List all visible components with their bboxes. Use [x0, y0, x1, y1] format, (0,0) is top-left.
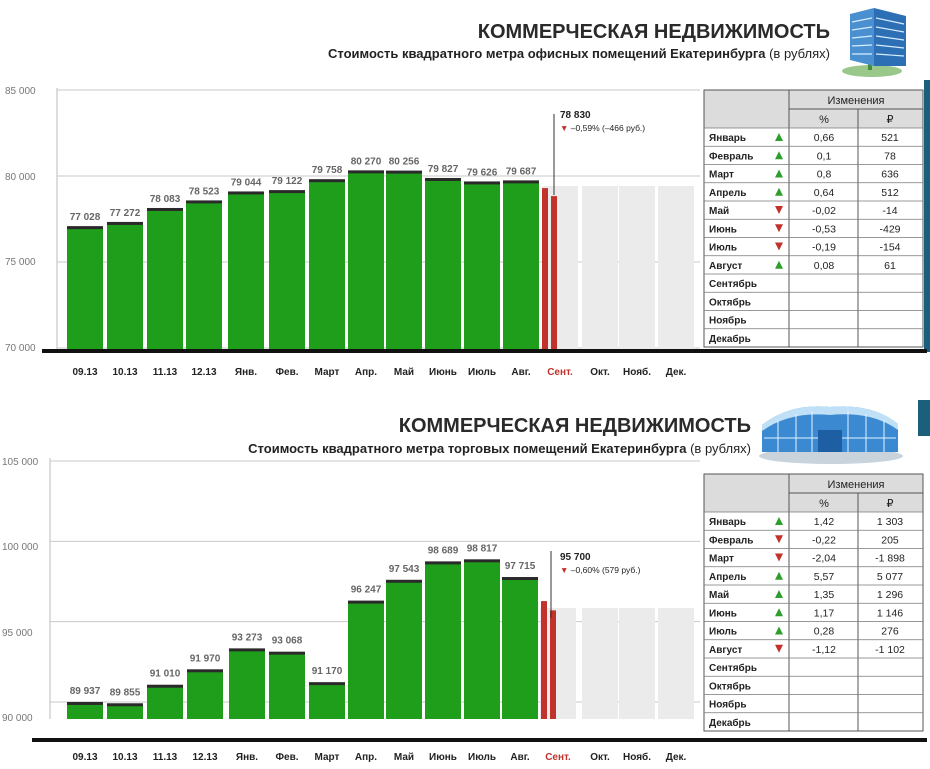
bar-cap [269, 190, 305, 193]
bar [309, 180, 345, 349]
bar-value-label: 98 817 [466, 543, 498, 555]
bar-value-label: 79 626 [466, 167, 498, 179]
callout-value: 78 830 [560, 110, 591, 121]
table-pct: 0,64 [813, 186, 835, 199]
bar-cap [386, 171, 422, 174]
x-tick-label: Июль [468, 752, 496, 763]
table-pct: 0,1 [816, 150, 832, 163]
table-month: Ноябрь [709, 699, 747, 711]
bar [147, 686, 183, 719]
bar-cap [386, 580, 422, 583]
bar-value-label: 79 758 [311, 165, 343, 177]
subtitle-unit: (в рублях) [690, 441, 751, 456]
empty-bar [619, 186, 655, 349]
bar [464, 182, 500, 349]
bar-cap [348, 601, 384, 604]
bar-cap [67, 226, 103, 229]
table-month: Апрель [709, 571, 747, 583]
column-header-rub: ₽ [886, 498, 894, 510]
accent-strip [924, 80, 930, 352]
bar [186, 201, 222, 349]
table-rub: -14 [882, 205, 898, 217]
panel-heading: КОММЕРЧЕСКАЯ НЕДВИЖИМОСТЬ [477, 21, 830, 43]
bar-cap [502, 577, 538, 580]
accent-strip [918, 400, 930, 436]
bar-value-label: 91 010 [149, 668, 181, 680]
table-month: Сентябрь [709, 663, 757, 674]
table-month: Июнь [709, 224, 737, 236]
x-tick-label: Дек. [665, 367, 687, 378]
bar-cap [187, 669, 223, 672]
bar-previous-current-month [542, 188, 548, 349]
bar [386, 172, 422, 349]
changes-table [704, 90, 923, 347]
y-tick-labels [2, 457, 39, 724]
bar-value-label: 79 827 [427, 163, 459, 175]
table-rub: 5 077 [876, 570, 904, 583]
table-month: Декабрь [709, 333, 751, 345]
table-row [709, 278, 757, 290]
bar-value-label: 89 855 [109, 687, 141, 699]
x-tick-label: 11.13 [152, 752, 178, 763]
bar-value-label: 89 937 [69, 685, 101, 697]
table-pct: 0,8 [816, 168, 832, 181]
bar-value-label: 79 044 [230, 177, 262, 189]
table-header: Изменения [827, 479, 885, 491]
bar-cap [464, 559, 500, 562]
table-rub: 78 [884, 150, 896, 163]
x-tick-label: Нояб. [623, 752, 651, 763]
x-tick-label: Нояб. [623, 367, 651, 378]
table-month: Июль [709, 626, 737, 638]
bar [229, 649, 265, 719]
bar-cap [425, 178, 461, 181]
x-tick-label: Авг. [511, 367, 531, 378]
table-pct: 1,35 [813, 589, 835, 601]
panel-subtitle [248, 441, 751, 456]
bar-cap [107, 222, 143, 225]
bar-value-label: 91 170 [311, 666, 343, 678]
table-rub: -154 [879, 241, 901, 254]
table-row [709, 296, 751, 308]
table-rub: 512 [881, 186, 899, 199]
table-rub: 1 303 [876, 516, 904, 528]
table-pct: -0,53 [812, 223, 836, 236]
y-tick-label: 85 000 [5, 86, 36, 97]
table-pct: -1,12 [812, 643, 836, 656]
bar [107, 704, 143, 719]
bar-cap [186, 200, 222, 203]
bar-cap [464, 181, 500, 184]
table-header: Изменения [827, 95, 885, 107]
x-axis-baseline [32, 738, 927, 742]
bar [228, 192, 264, 349]
x-tick-label-current: Сент. [545, 752, 571, 763]
y-tick-label: 105 000 [2, 457, 39, 468]
bar [187, 670, 223, 719]
empty-bar [619, 608, 655, 719]
table-rub: 636 [881, 168, 899, 181]
table-row [709, 315, 746, 327]
x-tick-label: Янв. [235, 752, 259, 763]
bar-cap [147, 685, 183, 688]
table-month: Февраль [709, 151, 754, 163]
table-month: Январь [709, 133, 747, 144]
callout-change [560, 123, 645, 133]
bar-value-label: 77 272 [109, 207, 141, 219]
bar [269, 653, 305, 719]
bar-current-month [551, 196, 557, 349]
panel-heading: КОММЕРЧЕСКАЯ НЕДВИЖИМОСТЬ [398, 415, 751, 437]
x-tick-label: Май [393, 367, 415, 378]
table-month: Май [709, 590, 730, 601]
office-building-icon [842, 8, 906, 77]
x-tick-label: Окт. [590, 752, 610, 763]
bar [348, 602, 384, 719]
x-tick-label: Фев. [275, 367, 299, 378]
bar [67, 227, 103, 349]
table-rub: 521 [881, 132, 899, 144]
bar-cap [425, 561, 461, 564]
table-pct: 0,28 [813, 625, 835, 638]
bar-previous-current-month [541, 601, 547, 719]
bar-value-label: 93 273 [231, 632, 263, 644]
bar-value-label: 80 256 [388, 156, 420, 168]
bar-value-label: 80 270 [350, 156, 382, 168]
callout-change [560, 565, 641, 575]
table-row [709, 333, 751, 345]
x-tick-label: 11.13 [152, 367, 178, 378]
table-rub: -429 [879, 223, 901, 236]
bar [425, 562, 461, 719]
empty-bar [582, 608, 618, 719]
x-tick-label: Янв. [234, 367, 258, 378]
changes-table [704, 474, 923, 731]
x-tick-label: Июнь [429, 752, 457, 763]
table-row [709, 680, 751, 692]
table-pct: 1,17 [813, 607, 835, 620]
y-tick-label: 80 000 [5, 172, 36, 183]
table-month: Октябрь [709, 681, 751, 693]
column-header-pct: % [819, 114, 829, 126]
table-pct: 0,66 [813, 132, 835, 144]
bar-value-label: 97 543 [388, 563, 420, 575]
table-month: Март [709, 553, 734, 565]
bar-current-month [550, 610, 556, 719]
x-tick-label-current: Сент. [547, 367, 573, 378]
x-tick-label: Апр. [354, 752, 378, 763]
table-row [709, 699, 746, 711]
bar [147, 209, 183, 349]
x-tick-label: 12.13 [191, 367, 217, 378]
bar [503, 181, 539, 349]
bar-value-label: 78 083 [149, 193, 181, 205]
panel-subtitle [328, 46, 830, 61]
table-pct: -0,02 [812, 205, 836, 217]
bar-value-label: 79 687 [505, 166, 537, 178]
table-rub: 205 [881, 534, 899, 547]
table-month: Январь [709, 517, 747, 528]
retail-panel [2, 400, 930, 763]
bar [348, 171, 384, 349]
table-pct: 1,42 [813, 516, 835, 528]
x-tick-label: Авг. [510, 752, 530, 763]
table-pct: 5,57 [813, 570, 835, 583]
table-pct: -0,19 [812, 241, 836, 254]
y-tick-label: 95 000 [2, 628, 33, 639]
x-tick-label: 12.13 [192, 752, 218, 763]
column-header-pct: % [819, 498, 829, 510]
bar-value-label: 79 122 [271, 176, 303, 188]
callout-change-text: –0,60% (579 руб.) [570, 565, 641, 575]
table-pct: 0,08 [813, 259, 835, 272]
table-rub: -1 102 [875, 643, 905, 656]
column-header-rub: ₽ [886, 114, 894, 126]
x-tick-label: Март [314, 367, 340, 378]
bar-value-label: 78 523 [188, 186, 220, 198]
table-rub: -1 898 [875, 552, 905, 565]
empty-bar [658, 186, 694, 349]
x-tick-label: Март [314, 752, 340, 763]
down-arrow-icon: ▼ [560, 123, 569, 133]
x-tick-label: Дек. [665, 752, 687, 763]
down-arrow-icon: ▼ [560, 565, 569, 575]
bar-value-label: 98 689 [427, 545, 459, 557]
bar-cap [147, 208, 183, 211]
table-rub: 1 296 [876, 589, 904, 601]
x-tick-label: Июнь [429, 367, 457, 378]
callout-change-text: –0,59% (–466 руб.) [570, 123, 646, 133]
bar-cap [67, 702, 103, 705]
x-tick-label: 09.13 [72, 752, 98, 763]
x-tick-label: 09.13 [72, 367, 98, 378]
bar [107, 223, 143, 349]
table-month: Март [709, 169, 734, 181]
table-month: Февраль [709, 535, 754, 547]
bar [464, 560, 500, 719]
bar [67, 703, 103, 719]
bar-value-label: 91 970 [189, 653, 221, 665]
bar-value-label: 77 028 [69, 212, 101, 224]
x-tick-label: 10.13 [112, 752, 138, 763]
y-tick-labels [5, 86, 36, 354]
x-tick-label: Июль [468, 367, 496, 378]
empty-bar [658, 608, 694, 719]
bar-value-label: 96 247 [350, 584, 382, 596]
x-axis-baseline [42, 349, 927, 353]
table-month: Август [709, 644, 743, 656]
table-row [709, 717, 751, 729]
table-rub: 276 [881, 625, 899, 638]
y-tick-label: 75 000 [5, 257, 36, 268]
bar [425, 179, 461, 349]
bar-cap [228, 191, 264, 194]
x-tick-label: 10.13 [112, 367, 138, 378]
table-rub: 61 [884, 259, 896, 272]
table-month: Октябрь [709, 297, 751, 309]
bar-value-label: 97 715 [504, 561, 536, 573]
subtitle-text: Стоимость квадратного метра офисных помещений Екатеринбурга [328, 46, 766, 61]
bar [386, 581, 422, 719]
bar-cap [309, 682, 345, 685]
bar-cap [348, 170, 384, 173]
table-month: Ноябрь [709, 315, 747, 327]
bar-series [67, 156, 694, 349]
office-panel [5, 8, 930, 378]
table-pct: -2,04 [812, 552, 836, 565]
x-tick-label: Фев. [275, 752, 299, 763]
callout-value: 95 700 [560, 552, 591, 563]
table-month: Июль [709, 242, 737, 254]
subtitle-unit: (в рублях) [769, 46, 830, 61]
table-month: Май [709, 206, 730, 217]
empty-bar [582, 186, 618, 349]
y-tick-label: 90 000 [2, 713, 33, 724]
bar-cap [269, 652, 305, 655]
x-tick-label: Апр. [354, 367, 378, 378]
x-tick-label: Окт. [590, 367, 610, 378]
y-tick-label: 70 000 [5, 343, 36, 354]
table-pct: -0,22 [812, 534, 836, 547]
bar-cap [503, 180, 539, 183]
shopping-mall-icon [759, 406, 903, 464]
bar [269, 191, 305, 349]
x-tick-labels [72, 751, 686, 763]
table-month: Апрель [709, 187, 747, 199]
subtitle-text: Стоимость квадратного метра торговых помещений Екатеринбурга [248, 441, 687, 456]
bar [502, 578, 538, 719]
table-month: Август [709, 260, 743, 272]
table-row [709, 662, 757, 674]
bar [309, 683, 345, 719]
table-rub: 1 146 [876, 607, 904, 620]
table-month: Декабрь [709, 717, 751, 729]
bar-cap [107, 703, 143, 706]
x-tick-label: Май [393, 752, 415, 763]
table-month: Сентябрь [709, 279, 757, 290]
y-tick-label: 100 000 [2, 542, 39, 553]
table-month: Июнь [709, 608, 737, 620]
bar-cap [229, 648, 265, 651]
bar-value-label: 93 068 [271, 635, 303, 647]
x-tick-labels [72, 366, 686, 378]
bar-cap [309, 179, 345, 182]
